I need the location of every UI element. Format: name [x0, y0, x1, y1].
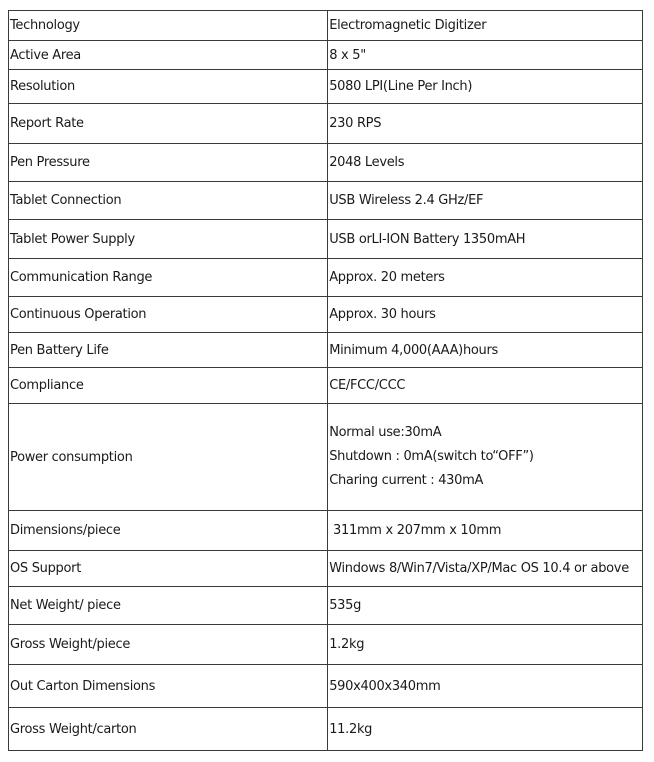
table-row	[9, 259, 643, 297]
spec-value-cell	[328, 11, 643, 41]
spec-label: OS Support	[10, 561, 82, 576]
spec-value: Approx. 30 hours	[329, 307, 436, 322]
spec-value: Normal use:30mA	[329, 425, 442, 440]
spec-label: Out Carton Dimensions	[10, 678, 156, 694]
spec-label: Communication Range	[10, 270, 153, 285]
spec-value-cell	[328, 665, 643, 708]
spec-label: Continuous Operation	[10, 307, 147, 322]
spec-label-cell	[9, 144, 328, 182]
spec-value-cell	[328, 144, 643, 182]
spec-value: 311mm x 207mm x 10mm	[329, 523, 502, 538]
spec-value-cell	[328, 220, 643, 259]
spec-value-cell	[328, 41, 643, 70]
spec-value-cell	[328, 551, 643, 587]
specification-table	[8, 10, 643, 751]
table-row	[9, 587, 643, 625]
table-row	[9, 104, 643, 144]
spec-value-cell	[328, 708, 643, 751]
spec-value-cell	[328, 333, 643, 368]
spec-value-cell	[328, 297, 643, 333]
spec-label: Gross Weight/piece	[10, 637, 131, 652]
spec-label: Technology	[10, 18, 80, 33]
table-row	[9, 368, 643, 404]
spec-label: Active Area	[10, 47, 81, 63]
table-row	[9, 11, 643, 41]
table-row	[9, 182, 643, 220]
spec-value: USB Wireless 2.4 GHz/EF	[329, 193, 484, 208]
spec-value: CE/FCC/CCC	[329, 378, 406, 393]
spec-label-cell	[9, 368, 328, 404]
table-row	[9, 220, 643, 259]
spec-value: Shutdown : 0mA(switch to“OFF”)	[329, 449, 534, 464]
table-row	[9, 511, 643, 551]
table-row	[9, 70, 643, 104]
spec-label-cell	[9, 665, 328, 708]
spec-label: Resolution	[10, 79, 75, 94]
spec-label-cell	[9, 41, 328, 70]
spec-value: 230 RPS	[329, 116, 382, 131]
spec-value: Electromagnetic Digitizer	[329, 18, 487, 33]
spec-value: 535g	[329, 598, 362, 613]
spec-value-cell	[328, 625, 643, 665]
table-row	[9, 404, 643, 511]
spec-label-cell	[9, 104, 328, 144]
spec-value: Charing current : 430mA	[329, 473, 484, 488]
spec-label-cell	[9, 587, 328, 625]
spec-value-cell	[328, 587, 643, 625]
spec-value-cell	[328, 368, 643, 404]
spec-label-cell	[9, 333, 328, 368]
spec-value: Windows 8/Win7/Vista/XP/Mac OS 10.4 or above	[329, 561, 629, 576]
spec-value-cell	[328, 511, 643, 551]
spec-label: Compliance	[10, 378, 84, 393]
spec-label: Pen Pressure	[10, 155, 90, 170]
table-row	[9, 551, 643, 587]
spec-label: Tablet Connection	[10, 193, 122, 208]
spec-label-cell	[9, 551, 328, 587]
spec-value-cell	[328, 70, 643, 104]
table-row	[9, 144, 643, 182]
spec-value: 590x400x340mm	[329, 678, 441, 694]
spec-value-cell	[328, 404, 643, 511]
table-row	[9, 708, 643, 751]
spec-label-cell	[9, 182, 328, 220]
spec-label: Power consumption	[10, 449, 133, 465]
spec-label-cell	[9, 259, 328, 297]
spec-value-cell	[328, 259, 643, 297]
spec-value: 1.2kg	[329, 637, 365, 652]
spec-value: 11.2kg	[329, 721, 373, 737]
table-row	[9, 665, 643, 708]
spec-value: USB orLI-ION Battery 1350mAH	[329, 231, 526, 247]
spec-value: Approx. 20 meters	[329, 270, 445, 285]
spec-label: Net Weight/ piece	[10, 598, 121, 613]
spec-label-cell	[9, 404, 328, 511]
spec-label: Gross Weight/carton	[10, 721, 137, 737]
spec-label: Pen Battery Life	[10, 342, 109, 358]
table-row	[9, 625, 643, 665]
spec-value-cell	[328, 182, 643, 220]
spec-label: Report Rate	[10, 116, 84, 131]
spec-value: 5080 LPI(Line Per Inch)	[329, 79, 473, 94]
spec-label: Dimensions/piece	[10, 523, 121, 538]
spec-value-cell	[328, 104, 643, 144]
spec-value: 8 x 5"	[329, 47, 366, 63]
spec-label-cell	[9, 708, 328, 751]
specification-table-body	[9, 11, 643, 751]
spec-label-cell	[9, 11, 328, 41]
spec-label-cell	[9, 220, 328, 259]
spec-value: Minimum 4,000(AAA)hours	[329, 342, 498, 358]
spec-label-cell	[9, 297, 328, 333]
spec-label-cell	[9, 70, 328, 104]
spec-label-cell	[9, 625, 328, 665]
spec-value: 2048 Levels	[329, 155, 405, 170]
table-row	[9, 333, 643, 368]
spec-label-cell	[9, 511, 328, 551]
table-row	[9, 297, 643, 333]
spec-label: Tablet Power Supply	[10, 231, 135, 247]
table-row	[9, 41, 643, 70]
